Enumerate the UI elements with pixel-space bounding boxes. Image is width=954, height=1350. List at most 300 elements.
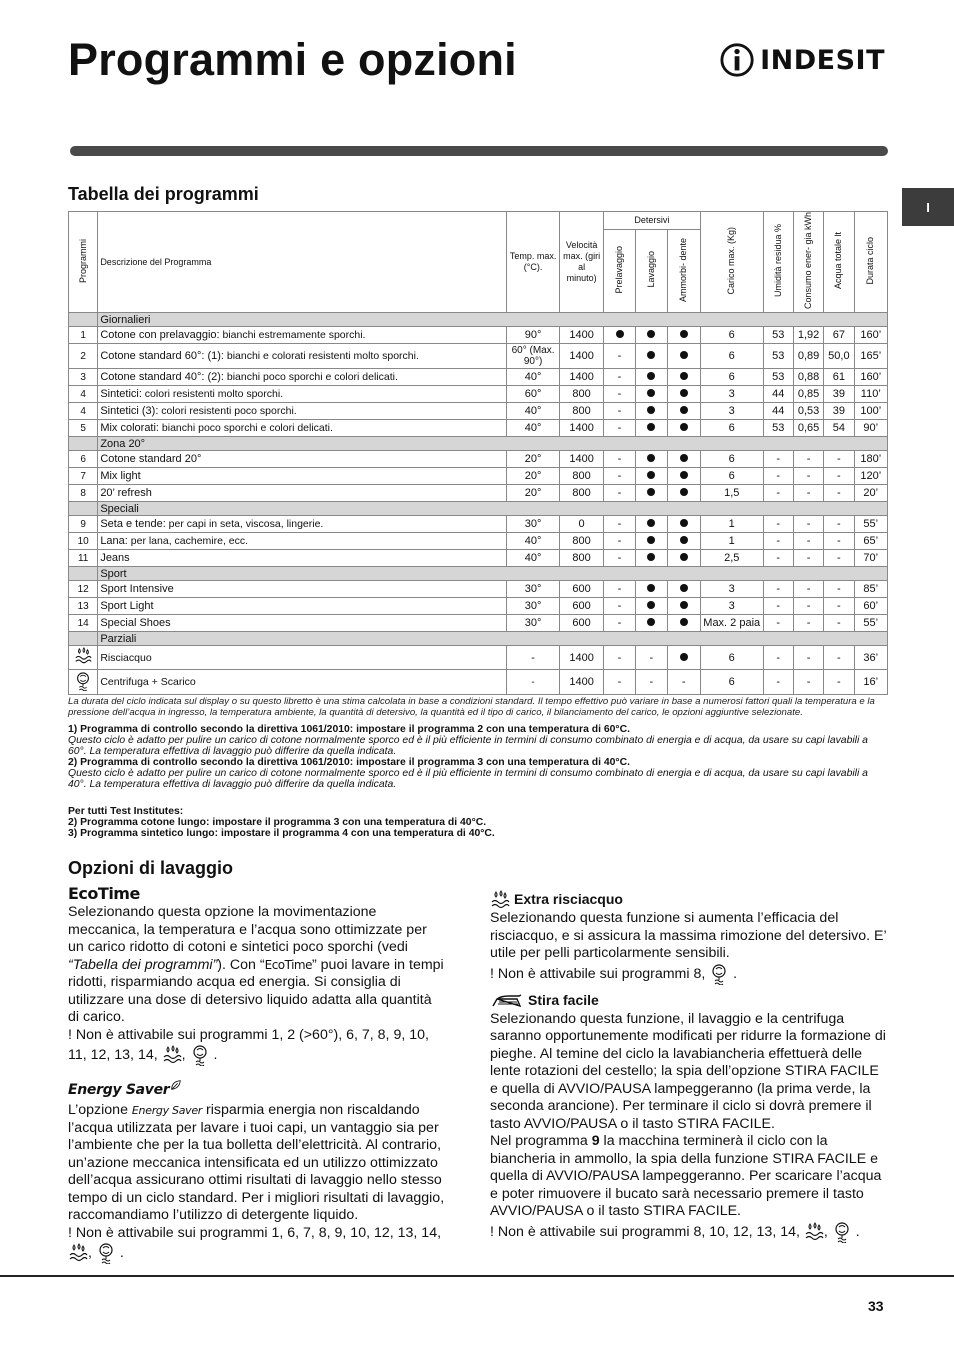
water-cell: - bbox=[824, 598, 854, 615]
group-spacer bbox=[69, 502, 98, 516]
energy-cell: - bbox=[793, 670, 823, 695]
indesit-logo-icon bbox=[720, 42, 754, 78]
humidity-cell: - bbox=[763, 468, 793, 485]
program-description bbox=[98, 533, 506, 550]
options-right-column bbox=[490, 890, 888, 1243]
header-velocita: Velocità max. (giri al minuto) bbox=[560, 212, 603, 313]
duration-cell: 16’ bbox=[854, 670, 887, 695]
speed-cell: 600 bbox=[560, 598, 603, 615]
program-name: Lana: bbox=[100, 535, 128, 548]
filled-dot-icon bbox=[680, 488, 688, 496]
options-title: Opzioni di lavaggio bbox=[68, 858, 234, 878]
prewash-cell: - bbox=[603, 386, 635, 403]
prewash-cell: - bbox=[603, 369, 635, 386]
humidity-cell: 44 bbox=[763, 386, 793, 403]
program-number: 6 bbox=[69, 451, 98, 468]
filled-dot-icon bbox=[647, 330, 655, 338]
water-cell: - bbox=[824, 581, 854, 598]
softener-cell bbox=[667, 344, 700, 369]
temp-cell: 60° (Max. 90°) bbox=[506, 344, 560, 369]
extra-rinse-icon bbox=[490, 890, 510, 910]
water-cell: 54 bbox=[824, 420, 854, 437]
program-description bbox=[98, 369, 506, 386]
speed-cell: 800 bbox=[560, 485, 603, 502]
program-name: Sport Intensive bbox=[100, 583, 174, 596]
program-number: 13 bbox=[69, 598, 98, 615]
wash-cell bbox=[636, 468, 667, 485]
temp-cell: 20° bbox=[506, 485, 560, 502]
prewash-cell: - bbox=[603, 403, 635, 420]
table-row bbox=[69, 598, 888, 615]
brand-logo bbox=[720, 38, 885, 82]
filled-dot-icon bbox=[647, 536, 655, 544]
load-cell: 3 bbox=[700, 403, 763, 420]
filled-dot-icon bbox=[680, 471, 688, 479]
energy-cell: - bbox=[793, 550, 823, 567]
table-row bbox=[69, 344, 888, 369]
header-durata: Durata ciclo bbox=[854, 212, 887, 313]
group-label: Parziali bbox=[98, 632, 888, 646]
wash-cell bbox=[636, 369, 667, 386]
footnote-1-title: 1) Programma di controllo secondo la direttiva 1061/2010: impostare il programma 2 con una temperatura di 60°C. bbox=[68, 724, 630, 735]
stira-facile-heading: Stira facile bbox=[490, 991, 888, 1011]
table-row bbox=[69, 615, 888, 632]
speed-cell: 1400 bbox=[560, 646, 603, 670]
wash-cell: - bbox=[636, 646, 667, 670]
prewash-cell: - bbox=[603, 344, 635, 369]
energy-cell: - bbox=[793, 533, 823, 550]
table-row bbox=[69, 485, 888, 502]
prewash-cell: - bbox=[603, 615, 635, 632]
water-cell: - bbox=[824, 468, 854, 485]
energy-cell: - bbox=[793, 598, 823, 615]
extra-rinse-heading: Extra risciacquo bbox=[490, 890, 888, 910]
humidity-cell: - bbox=[763, 485, 793, 502]
duration-cell: 55’ bbox=[854, 615, 887, 632]
temp-cell: 30° bbox=[506, 598, 560, 615]
filled-dot-icon bbox=[680, 536, 688, 544]
program-detail: Risciacquo bbox=[100, 651, 152, 664]
ecotime-text: Selezionando questa opzione la movimentazione meccanica, la temperatura e l’acqua sono ottimizzate per un carico ridotto di cotoni e sintetici poco sporchi (vedi “Tabella dei programmi”). Con “EcoTime” puoi lavare in tempi ridotti, risparmiando acqua ed energia. Si consiglia di utilizzare una dose di detersivo liquido adatta alla quantità di carico. bbox=[68, 904, 444, 1025]
spin-drain-icon bbox=[190, 1044, 210, 1066]
speed-cell: 1400 bbox=[560, 369, 603, 386]
program-number: 4 bbox=[69, 386, 98, 403]
table-row bbox=[69, 581, 888, 598]
temp-cell: 30° bbox=[506, 581, 560, 598]
filled-dot-icon bbox=[647, 454, 655, 462]
program-number: 4 bbox=[69, 403, 98, 420]
footnotes bbox=[68, 724, 888, 839]
rinse-icon bbox=[68, 1243, 88, 1263]
table-row bbox=[69, 420, 888, 437]
load-cell: 6 bbox=[700, 670, 763, 695]
speed-cell: 600 bbox=[560, 581, 603, 598]
speed-cell: 800 bbox=[560, 403, 603, 420]
program-detail: Centrifuga + Scarico bbox=[100, 676, 196, 689]
iron-icon bbox=[490, 993, 524, 1009]
humidity-cell: - bbox=[763, 581, 793, 598]
filled-dot-icon bbox=[647, 423, 655, 431]
program-name: Seta e tende: bbox=[100, 518, 166, 531]
page-title: Programmi e opzioni bbox=[68, 34, 517, 85]
program-name: Sport Light bbox=[100, 600, 154, 613]
water-cell: 39 bbox=[824, 403, 854, 420]
footnote-1-text: Questo ciclo è adatto per pulire un carico di cotone normalmente sporco ed è il più efficiente in termini di consumo combinato di energia e di acqua, da usare su capi lavabili a 60°. La temperatura effettiva di lavaggio può differire da quella indicata. bbox=[68, 735, 868, 757]
energy-cell: - bbox=[793, 468, 823, 485]
prewash-cell: - bbox=[603, 598, 635, 615]
filled-dot-icon bbox=[647, 553, 655, 561]
energy-cell: - bbox=[793, 615, 823, 632]
header-programmi: Programmi bbox=[69, 212, 98, 313]
spin-drain-icon bbox=[96, 1242, 116, 1264]
energy-cell: - bbox=[793, 646, 823, 670]
temp-cell: 20° bbox=[506, 451, 560, 468]
duration-cell: 90’ bbox=[854, 420, 887, 437]
program-name: Cotone con prelavaggio: bbox=[100, 329, 220, 342]
table-group-row bbox=[69, 437, 888, 451]
softener-cell bbox=[667, 550, 700, 567]
table-row bbox=[69, 451, 888, 468]
water-cell: - bbox=[824, 451, 854, 468]
energy-cell: 0,53 bbox=[793, 403, 823, 420]
page-number: 33 bbox=[868, 1298, 884, 1314]
program-description bbox=[98, 403, 506, 420]
softener-cell bbox=[667, 516, 700, 533]
program-detail: per capi in seta, viscosa, lingerie. bbox=[165, 518, 324, 531]
header-acqua: Acqua totale lt bbox=[824, 212, 854, 313]
filled-dot-icon bbox=[680, 330, 688, 338]
temp-cell: 40° bbox=[506, 369, 560, 386]
rinse-icon bbox=[74, 646, 92, 666]
temp-cell: - bbox=[506, 670, 560, 695]
brand-name: INDESIT bbox=[760, 44, 885, 76]
table-group-row bbox=[69, 313, 888, 327]
header-descrizione: Descrizione del Programma bbox=[98, 212, 506, 313]
program-description bbox=[98, 516, 506, 533]
program-number: 14 bbox=[69, 615, 98, 632]
ecotime-heading bbox=[68, 884, 446, 904]
program-number: 7 bbox=[69, 468, 98, 485]
load-cell: 6 bbox=[700, 420, 763, 437]
temp-cell: - bbox=[506, 646, 560, 670]
prewash-cell: - bbox=[603, 581, 635, 598]
filled-dot-icon bbox=[680, 406, 688, 414]
header-carico: Carico max. (Kg) bbox=[700, 212, 763, 313]
wash-cell bbox=[636, 516, 667, 533]
footer-divider bbox=[0, 1275, 954, 1277]
energy-cell: 0,65 bbox=[793, 420, 823, 437]
humidity-cell: 53 bbox=[763, 420, 793, 437]
load-cell: 1 bbox=[700, 533, 763, 550]
speed-cell: 1400 bbox=[560, 670, 603, 695]
table-group-row bbox=[69, 567, 888, 581]
program-detail: colori resistenti poco sporchi. bbox=[158, 405, 297, 418]
program-number: 5 bbox=[69, 420, 98, 437]
program-number: 1 bbox=[69, 327, 98, 344]
softener-cell bbox=[667, 403, 700, 420]
water-cell: 39 bbox=[824, 386, 854, 403]
program-description bbox=[98, 550, 506, 567]
filled-dot-icon bbox=[680, 553, 688, 561]
program-name: Mix colorati: bbox=[100, 422, 159, 435]
prewash-cell: - bbox=[603, 420, 635, 437]
table-row bbox=[69, 369, 888, 386]
wash-cell bbox=[636, 581, 667, 598]
duration-cell: 55’ bbox=[854, 516, 887, 533]
table-title: Tabella dei programmi bbox=[68, 184, 259, 204]
program-description bbox=[98, 420, 506, 437]
water-cell: - bbox=[824, 485, 854, 502]
humidity-cell: 53 bbox=[763, 327, 793, 344]
energy-cell: 1,92 bbox=[793, 327, 823, 344]
rinse-icon bbox=[804, 1222, 824, 1242]
filled-dot-icon bbox=[647, 389, 655, 397]
program-description bbox=[98, 468, 506, 485]
wash-cell bbox=[636, 598, 667, 615]
options-left-column bbox=[68, 884, 446, 1264]
header-temp: Temp. max. (°C). bbox=[506, 212, 560, 313]
softener-cell bbox=[667, 615, 700, 632]
water-cell: - bbox=[824, 533, 854, 550]
stira-facile-warning: ! Non è attivabile sui programmi 8, 10, 12, 13, 14, , . bbox=[490, 1221, 888, 1243]
wash-cell bbox=[636, 386, 667, 403]
program-number: 10 bbox=[69, 533, 98, 550]
prewash-cell: - bbox=[603, 468, 635, 485]
filled-dot-icon bbox=[680, 454, 688, 462]
softener-cell bbox=[667, 533, 700, 550]
water-cell: - bbox=[824, 615, 854, 632]
programs-table bbox=[68, 211, 888, 695]
filled-dot-icon bbox=[647, 618, 655, 626]
humidity-cell: - bbox=[763, 533, 793, 550]
duration-cell: 160’ bbox=[854, 327, 887, 344]
temp-cell: 40° bbox=[506, 550, 560, 567]
program-number bbox=[69, 670, 98, 695]
stira-facile-text-2: Nel programma 9 la macchina terminerà il ciclo con la biancheria in ammollo, la spia della funzione STIRA FACILE e quella di AVVIO/PAUSA lampeggeranno. Per scaricare l’acqua e poter rimuovere il bucato sarà necessario premere il tasto AVVIO/PAUSA o il tasto STIRA FACILE. bbox=[490, 1133, 882, 1219]
speed-cell: 800 bbox=[560, 550, 603, 567]
program-description bbox=[98, 386, 506, 403]
energy-cell: 0,88 bbox=[793, 369, 823, 386]
filled-dot-icon bbox=[680, 423, 688, 431]
softener-cell bbox=[667, 327, 700, 344]
load-cell: 3 bbox=[700, 386, 763, 403]
softener-cell bbox=[667, 646, 700, 670]
duration-cell: 36’ bbox=[854, 646, 887, 670]
program-detail: per lana, cachemire, ecc. bbox=[127, 535, 249, 548]
load-cell: 6 bbox=[700, 451, 763, 468]
load-cell: 6 bbox=[700, 646, 763, 670]
header-lavaggio: Lavaggio bbox=[636, 230, 667, 313]
program-number bbox=[69, 646, 98, 670]
speed-cell: 1400 bbox=[560, 344, 603, 369]
program-number: 9 bbox=[69, 516, 98, 533]
load-cell: 6 bbox=[700, 327, 763, 344]
program-description bbox=[98, 670, 506, 695]
program-description bbox=[98, 327, 506, 344]
program-detail: bianchi e colorati resistenti molto sporchi. bbox=[223, 350, 419, 363]
energy-cell: 0,85 bbox=[793, 386, 823, 403]
footnote-2-title: 2) Programma di controllo secondo la direttiva 1061/2010: impostare il programma 3 con una temperatura di 40°C. bbox=[68, 757, 630, 768]
table-row bbox=[69, 403, 888, 420]
humidity-cell: 53 bbox=[763, 369, 793, 386]
energy-saver-logo: Energy Saver bbox=[68, 1082, 170, 1099]
water-cell: - bbox=[824, 670, 854, 695]
water-cell: 50,0 bbox=[824, 344, 854, 369]
program-name: Sintetici (3): bbox=[100, 405, 159, 418]
load-cell: 1 bbox=[700, 516, 763, 533]
program-name: 20’ refresh bbox=[100, 487, 152, 500]
temp-cell: 40° bbox=[506, 403, 560, 420]
humidity-cell: - bbox=[763, 451, 793, 468]
wash-cell bbox=[636, 344, 667, 369]
speed-cell: 800 bbox=[560, 386, 603, 403]
wash-cell bbox=[636, 533, 667, 550]
table-row bbox=[69, 516, 888, 533]
temp-cell: 90° bbox=[506, 327, 560, 344]
energy-cell: - bbox=[793, 516, 823, 533]
wash-cell bbox=[636, 550, 667, 567]
humidity-cell: - bbox=[763, 670, 793, 695]
prewash-cell: - bbox=[603, 670, 635, 695]
humidity-cell: - bbox=[763, 598, 793, 615]
wash-cell bbox=[636, 327, 667, 344]
humidity-cell: - bbox=[763, 646, 793, 670]
water-cell: 61 bbox=[824, 369, 854, 386]
filled-dot-icon bbox=[680, 584, 688, 592]
filled-dot-icon bbox=[680, 618, 688, 626]
group-label: Sport bbox=[98, 567, 888, 581]
program-number: 8 bbox=[69, 485, 98, 502]
rinse-icon bbox=[162, 1045, 182, 1065]
language-tab: I bbox=[902, 188, 954, 226]
filled-dot-icon bbox=[647, 372, 655, 380]
header-prelavaggio: Prelavaggio bbox=[603, 230, 635, 313]
prewash-cell: - bbox=[603, 485, 635, 502]
table-row bbox=[69, 550, 888, 567]
extra-rinse-warning: ! Non è attivabile sui programmi 8, . bbox=[490, 963, 888, 985]
energy-cell: 0,89 bbox=[793, 344, 823, 369]
duration-cell: 60’ bbox=[854, 598, 887, 615]
duration-cell: 65’ bbox=[854, 533, 887, 550]
softener-cell bbox=[667, 468, 700, 485]
program-number: 2 bbox=[69, 344, 98, 369]
temp-cell: 20° bbox=[506, 468, 560, 485]
group-spacer bbox=[69, 567, 98, 581]
program-name: Cotone standard 60°: (1): bbox=[100, 350, 224, 363]
speed-cell: 800 bbox=[560, 468, 603, 485]
humidity-cell: - bbox=[763, 615, 793, 632]
duration-cell: 120’ bbox=[854, 468, 887, 485]
spin-drain-icon bbox=[709, 963, 729, 985]
filled-dot-icon bbox=[680, 389, 688, 397]
prewash-cell: - bbox=[603, 550, 635, 567]
duration-cell: 100’ bbox=[854, 403, 887, 420]
wash-cell: - bbox=[636, 670, 667, 695]
program-detail: bianchi estremamente sporchi. bbox=[219, 329, 366, 342]
header-detersivi: Detersivi bbox=[603, 212, 700, 230]
prewash-cell: - bbox=[603, 533, 635, 550]
program-name: Mix light bbox=[100, 470, 141, 483]
ecotime-warning: ! Non è attivabile sui programmi 1, 2 (>60°), 6, 7, 8, 9, 10, 11, 12, 13, 14, , . bbox=[68, 1027, 446, 1067]
program-name: Jeans bbox=[100, 552, 130, 565]
speed-cell: 800 bbox=[560, 533, 603, 550]
stira-facile-text-1: Selezionando questa funzione, il lavaggio e la centrifuga saranno opportunemente modificati per ridurre la formazione di pieghe. Al temine del ciclo la lavabiancheria effettuerà delle lente rotazioni del cestello; la spia dell’opzione STIRA FACILE e quella di AVVIO/PAUSA lampeggeranno (la prima verde, la seconda arancione). Per terminare il ciclo si dovrà premere il tasto AVVIO/PAUSA o il tasto STIRA FACILE. bbox=[490, 1010, 886, 1132]
water-cell: - bbox=[824, 646, 854, 670]
leaf-icon bbox=[170, 1079, 182, 1091]
humidity-cell: - bbox=[763, 550, 793, 567]
group-label: Speciali bbox=[98, 502, 888, 516]
table-row bbox=[69, 533, 888, 550]
prewash-cell: - bbox=[603, 451, 635, 468]
softener-cell bbox=[667, 369, 700, 386]
duration-cell: 160’ bbox=[854, 369, 887, 386]
filled-dot-icon bbox=[680, 372, 688, 380]
table-row bbox=[69, 646, 888, 670]
program-description bbox=[98, 344, 506, 369]
filled-dot-icon bbox=[680, 519, 688, 527]
group-label: Giornalieri bbox=[98, 313, 888, 327]
test-institutes-3: 3) Programma sintetico lungo: impostare il programma 4 con una temperatura di 40°C. bbox=[68, 828, 495, 839]
spin-drain-icon bbox=[74, 671, 92, 691]
energy-saver-warning: ! Non è attivabile sui programmi 1, 6, 7, 8, 9, 10, 12, 13, 14, , . bbox=[68, 1225, 446, 1265]
water-cell: 67 bbox=[824, 327, 854, 344]
speed-cell: 1400 bbox=[560, 451, 603, 468]
wash-cell bbox=[636, 403, 667, 420]
energy-saver-text: L’opzione Energy Saver risparmia energia non riscaldando l’acqua utilizzata per lavare i tuoi capi, un vantaggio sia per l’ambiente che per la tua bolletta dell’elettricità. Al contrario, un’azione meccanica intensificata ed un utilizzo ottimizzato dell’acqua assicurano ottimi risultati di lavaggio nello stesso tempo di un ciclo standard. Per i migliori risultati di lavaggio, raccomandiamo l’utilizzo di detergente liquido. bbox=[68, 1102, 445, 1223]
temp-cell: 40° bbox=[506, 533, 560, 550]
program-name: Special Shoes bbox=[100, 617, 171, 630]
temp-cell: 40° bbox=[506, 420, 560, 437]
energy-cell: - bbox=[793, 485, 823, 502]
load-cell: 2,5 bbox=[700, 550, 763, 567]
footnote-2-text: Questo ciclo è adatto per pulire un carico di cotone normalmente sporco ed è il più efficiente in termini di consumo combinato di energia e di acqua, da usare su capi lavabili a 40°. La temperatura effettiva di lavaggio può differire da quella indicata. bbox=[68, 768, 868, 790]
table-group-row bbox=[69, 632, 888, 646]
prewash-cell: - bbox=[603, 646, 635, 670]
program-detail: colori resistenti molto sporchi. bbox=[141, 388, 284, 401]
wash-cell bbox=[636, 485, 667, 502]
speed-cell: 600 bbox=[560, 615, 603, 632]
wash-cell bbox=[636, 615, 667, 632]
header-consumo: Consumo ener- gia kWh bbox=[793, 212, 823, 313]
filled-dot-icon bbox=[647, 488, 655, 496]
filled-dot-icon bbox=[616, 330, 624, 338]
duration-cell: 70’ bbox=[854, 550, 887, 567]
load-cell: 6 bbox=[700, 344, 763, 369]
program-number: 3 bbox=[69, 369, 98, 386]
program-number: 11 bbox=[69, 550, 98, 567]
temp-cell: 30° bbox=[506, 516, 560, 533]
table-row bbox=[69, 468, 888, 485]
softener-cell bbox=[667, 485, 700, 502]
spin-drain-icon bbox=[832, 1221, 852, 1243]
table-row bbox=[69, 386, 888, 403]
program-description bbox=[98, 615, 506, 632]
group-spacer bbox=[69, 313, 98, 327]
program-description bbox=[98, 451, 506, 468]
group-spacer bbox=[69, 437, 98, 451]
speed-cell: 0 bbox=[560, 516, 603, 533]
humidity-cell: 53 bbox=[763, 344, 793, 369]
header-umidita: Umidità residua % bbox=[763, 212, 793, 313]
duration-cell: 85’ bbox=[854, 581, 887, 598]
wash-cell bbox=[636, 451, 667, 468]
ecotime-logo: EcoTime bbox=[68, 884, 140, 904]
group-label: Zona 20° bbox=[98, 437, 888, 451]
test-institutes-head: Per tutti Test Institutes: bbox=[68, 806, 184, 817]
water-cell: - bbox=[824, 550, 854, 567]
program-description bbox=[98, 485, 506, 502]
program-detail: bianchi poco sporchi e colori delicati. bbox=[159, 422, 333, 435]
